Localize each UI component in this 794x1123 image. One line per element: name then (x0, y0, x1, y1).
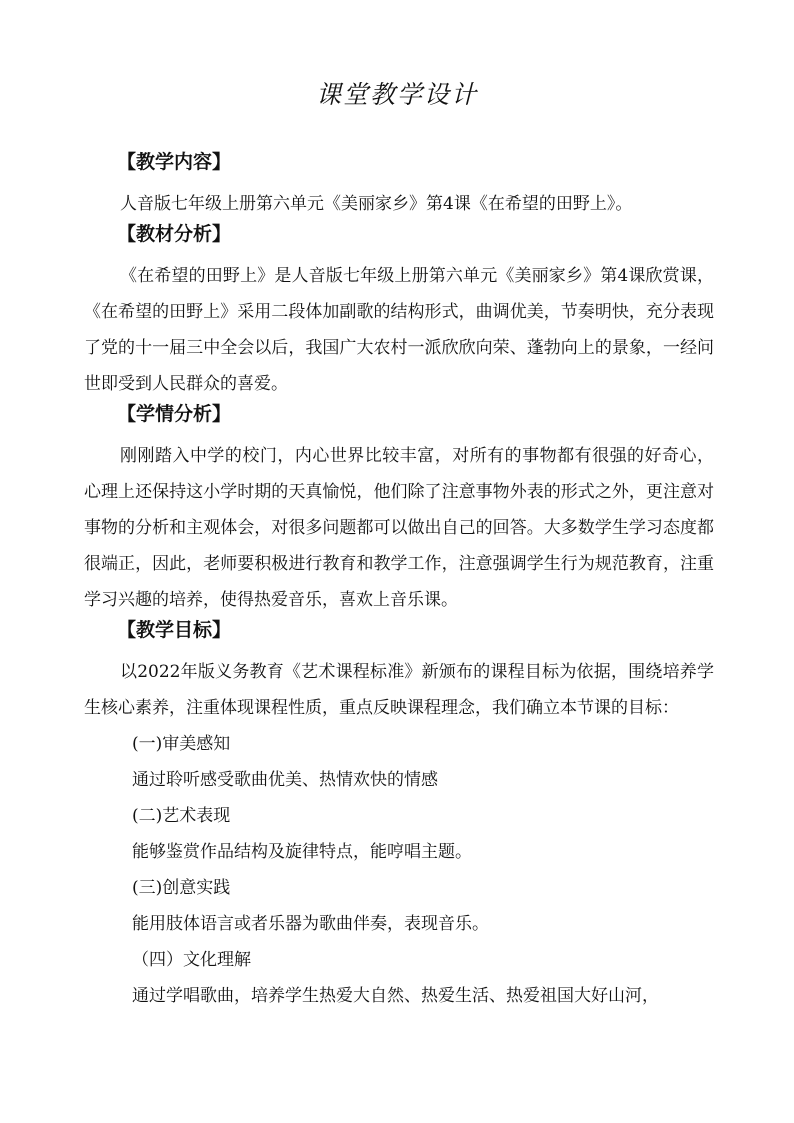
document-body (84, 150, 714, 1014)
objective-text: 能用肢体语言或者乐器为歌曲伴奏，表现音乐。 (132, 914, 489, 934)
objective-label: (二)艺术表现 (132, 806, 231, 826)
section-heading-students: 【学情分析】 (117, 403, 232, 425)
section-heading-material: 【教材分析】 (117, 223, 232, 245)
section-heading-objectives: 【教学目标】 (117, 619, 232, 641)
section-paragraph: 刚刚踏入中学的校门，内心世界比较丰富，对所有的事物都有很强的好奇心，心理上还保持这小学时期的天真愉悦，他们除了注意事物外表的形式之外，更注意对事物的分析和主观体会，对很多问题都可以做出自己的回答。大多数学生学习态度都很端正，因此，老师要积极进行教育和教学工作，注意强调学生行为规范教育，注重学习兴趣的培养，使得热爱音乐，喜欢上音乐课。 (84, 446, 714, 610)
objective-label: (三)创意实践 (132, 878, 231, 898)
objective-text: 通过学唱歌曲，培养学生热爱大自然、热爱生活、热爱祖国大好山河， (132, 986, 659, 1006)
objective-text: 能够鉴赏作品结构及旋律特点，能哼唱主题。 (132, 842, 472, 862)
page-title: 课堂教学设计 (315, 80, 478, 109)
section-paragraph: 人音版七年级上册第六单元《美丽家乡》第4课《在希望的田野上》。 (120, 194, 633, 214)
objective-label: （四）文化理解 (132, 950, 251, 970)
section-paragraph: 《在希望的田野上》是人音版七年级上册第六单元《美丽家乡》第4课欣赏课，《在希望的田野上》采用二段体加副歌的结构形式，曲调优美，节奏明快，充分表现了党的十一届三中全会以后，我国广大农村一派欣欣向荣、蓬勃向上的景象，一经问世即受到人民群众的喜爱。 (84, 266, 714, 394)
section-heading-content: 【教学内容】 (117, 151, 232, 173)
objective-label: (一)审美感知 (132, 734, 231, 754)
section-paragraph: 以2022年版义务教育《艺术课程标准》新颁布的课程目标为依据，围绕培养学生核心素养，注重体现课程性质，重点反映课程理念，我们确立本节课的目标： (84, 662, 714, 718)
objective-text: 通过聆听感受歌曲优美、热情欢快的情感 (132, 770, 438, 790)
